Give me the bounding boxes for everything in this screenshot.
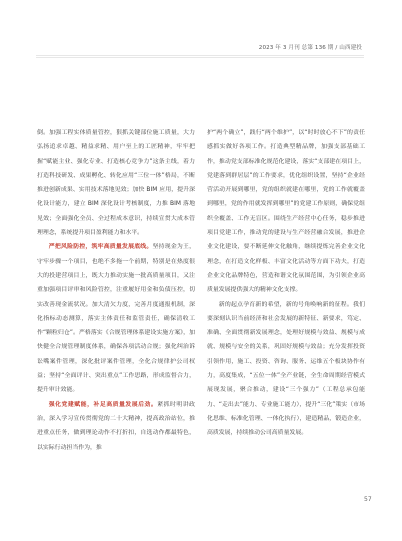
right-paragraph-2: 新的起点孕育新的希望，新的号角唤响新的征程。我们要深刻认识当前经济和社会发展的新特征、新要求，笃定、准确、全面贯彻新发展理念，处理好规模与效益、规模与成就、规模与安全的关系，巩固好规模与效益；充分发挥投资引领作用，施工、投资、咨询、服务、运维五个板块协作有力，高度集成，“五位一体”全产业链，全生命周期经营模式展现发展，聚合推动，建设“三个强力”（工程总承包能力、“走出去”能力、专业施工能力），提升“三化”策实（市场化思维、标准化管理、一体化执行），建造精品，锻造企业，高质发展，持续推动公司高质量发展。: [207, 301, 365, 437]
section-heading-risk-control: 严把风险防控，筑牢高质量发展底线。: [48, 244, 153, 251]
right-paragraph-1: 护“两个确立”，践行“两个维护”，以“时时放心不下”的责任感抓实做好各项工作。打造典型精品牌，加强支部基础工作，推动党支部标准化规范化建设，落实“支部建在项目上，党建落到群居层”的工作要求，优化组织设置，坚持“企业经营活动开展到哪里，党的组织就建在哪里，党的工作就覆盖到哪里，党的作用就发挥到哪里”的党建工作原则，确保党组织全覆盖、工作无盲区。围绕生产经营中心任务，稳步推进项目党建工作，推动党的建设与生产经营融合发展，推进企业文化建设，要不断延伸文化触角，继续提炼完善企业文化理念，在打造文化样板、丰富文化活动等方面下功夫，打造企业文化品牌特色，营造和谐文化氛围范围，为引领企业高质量发展提供强大的精神文化支撑。: [207, 130, 365, 294]
header-divider: [36, 55, 364, 58]
page-number: 57: [364, 496, 372, 503]
left-paragraph-3-body: 紧抓时明讲政治，深入学习宣传贯彻党的二十大精神，提高政治站位，推进重点任务，做到理论动作不打折扣，自选动作都最特色，以实际行动担当作为，推: [37, 401, 196, 451]
section-heading-party-building: 强化党建赋能，补足高质量发展后劲。: [48, 401, 158, 408]
right-column: [207, 126, 365, 441]
left-paragraph-2: [37, 240, 195, 397]
left-paragraph-1: 倒。加强工程实体质量管控，狠抓关键部位施工质量，大力弘扬追求卓越、精益求精、用户至上的工匠精神，牢牢把握“赋能主业、强化专业、打造核心竞争力”这条主线，着力打造科技研发、成果孵化、转化应用“三位一体”格局，不断推进创新成果、实用技术落地见效；加快 BIM 应用，提升深化设计能力，建立 BIM 深化设计考核制度，力推 BIM 落地见效；全面强化全员、全过程成本意识，持续宣贯大成本管理理念，系统提升项目盈利能力和水平。: [37, 130, 195, 237]
running-header: 2023 年 3 月刊 总第 136 期 / 山西建投: [258, 45, 362, 51]
left-paragraph-3: [37, 398, 195, 455]
left-column: [37, 126, 195, 455]
left-paragraph-2-body: 坚持现金为王，守牢步骤一个项目，也绝不多拖一个前期，特别是在热度很大的投建营项目上，既大力推动实施一批高质量项目，又注重加强项目评审和风险管控，注重履好用金和负债压控，切实改善现金流状况。加大清欠力度，完善月度通报机制，深化指标动态测算，落实主体责任和监管责任，确保清收工作“颗粒归仓”。严格落实《合规管理体系建设实施方案》，加快健全合规管理制度体系，确保各项活动合规；强化纠治诉讼嘴案件管理，深化批评案件管理，全化合规律护公司权益；坚持“全面评计、突出重点”工作思路，形成监督合力，提升审计效能。: [37, 244, 196, 394]
